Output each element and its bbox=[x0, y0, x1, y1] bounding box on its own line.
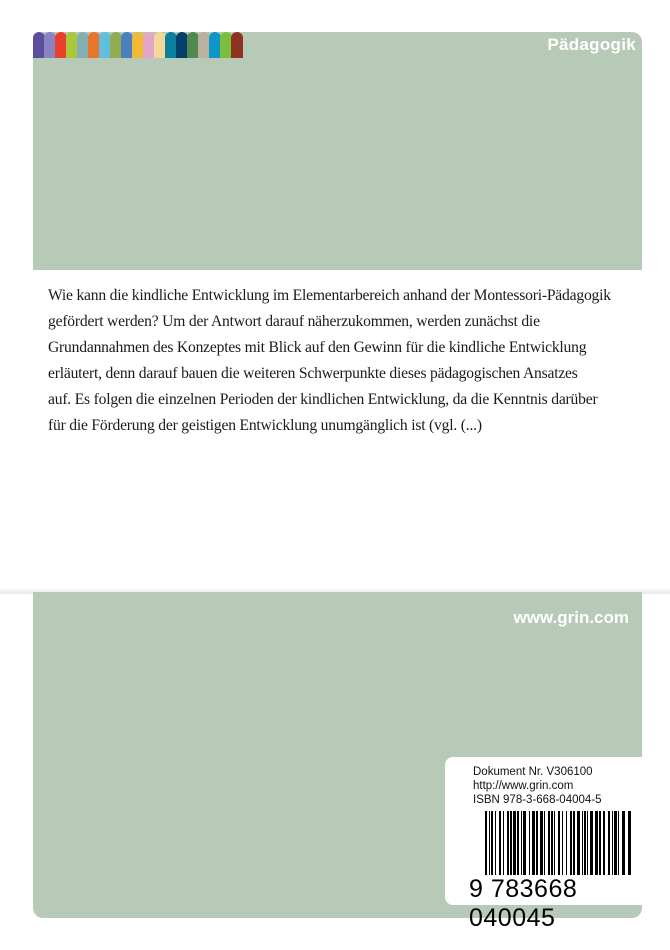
barcode-bar bbox=[566, 811, 567, 875]
barcode-bar bbox=[507, 811, 509, 875]
barcode-bar bbox=[573, 811, 575, 875]
barcode-bar bbox=[558, 811, 560, 875]
barcode-bar bbox=[551, 811, 553, 875]
barcode bbox=[485, 811, 635, 883]
barcode-bar bbox=[495, 811, 496, 875]
description-line: für die Förderung der geistigen Entwicklung unumgänglich ist (vgl. (...) bbox=[48, 417, 482, 434]
cover-top-panel bbox=[33, 32, 642, 270]
cover-bottom-panel bbox=[33, 592, 642, 932]
barcode-bar bbox=[570, 811, 572, 875]
description-line: erläutert, denn darauf bauen die weiteren Schwerpunkte dieses pädagogischen Ansatzes bbox=[48, 365, 578, 382]
barcode-bar bbox=[618, 811, 619, 875]
barcode-bar bbox=[587, 811, 588, 875]
barcode-bar bbox=[510, 811, 512, 875]
barcode-bar bbox=[622, 811, 625, 875]
barcode-bar bbox=[485, 811, 487, 875]
barcode-bar bbox=[529, 811, 530, 875]
barcode-bar bbox=[532, 811, 535, 875]
barcode-bar bbox=[595, 811, 598, 875]
barcode-bar bbox=[562, 811, 563, 875]
barcode-bar bbox=[582, 811, 583, 875]
publisher-url[interactable]: www.grin.com bbox=[513, 608, 629, 627]
barcode-bar bbox=[513, 811, 516, 875]
description-line: Grundannahmen des Konzeptes mit Blick auf den Gewinn für die kindliche Entwicklung bbox=[48, 339, 587, 356]
barcode-bar bbox=[614, 811, 617, 875]
barcode-bar bbox=[554, 811, 555, 875]
barcode-bar bbox=[536, 811, 538, 875]
barcode-bar bbox=[603, 811, 605, 875]
barcode-bar bbox=[523, 811, 526, 875]
barcode-bar bbox=[540, 811, 543, 875]
barcode-bar bbox=[499, 811, 501, 875]
barcode-bar bbox=[577, 811, 580, 875]
color-stripes bbox=[33, 32, 242, 58]
isbn-number: ISBN 978-3-668-04004-5 bbox=[473, 794, 602, 806]
barcode-digits: 9 783668 040045 bbox=[469, 875, 578, 932]
barcode-bar bbox=[517, 811, 519, 875]
category-label: Pädagogik bbox=[547, 35, 636, 54]
description-line: gefördert werden? Um der Antwort darauf näherzukommen, werden zunächst die bbox=[48, 313, 540, 330]
barcode-bar bbox=[503, 811, 504, 875]
description-line: Wie kann die kindliche Entwicklung im Elementarbereich anhand der Montessori-Pädagogik bbox=[48, 287, 611, 304]
barcode-bar bbox=[599, 811, 601, 875]
label-meta bbox=[473, 765, 602, 807]
barcode-bar bbox=[608, 811, 610, 875]
barcode-bar bbox=[628, 811, 631, 875]
barcode-bar bbox=[521, 811, 522, 875]
barcode-bar bbox=[544, 811, 545, 875]
barcode-bar bbox=[590, 811, 593, 875]
description-text bbox=[48, 283, 648, 439]
document-number: Dokument Nr. V306100 bbox=[473, 766, 593, 778]
barcode-bar bbox=[489, 811, 490, 875]
isbn-label bbox=[445, 757, 642, 932]
label-url: http://www.grin.com bbox=[473, 780, 574, 792]
description-line: auf. Es folgen die einzelnen Perioden der kindlichen Entwicklung, da die Kenntnis darüber bbox=[48, 391, 598, 408]
barcode-bar bbox=[584, 811, 586, 875]
barcode-bar bbox=[491, 811, 493, 875]
color-stripe bbox=[231, 32, 243, 58]
barcode-bar bbox=[612, 811, 613, 875]
barcode-bar bbox=[548, 811, 550, 875]
